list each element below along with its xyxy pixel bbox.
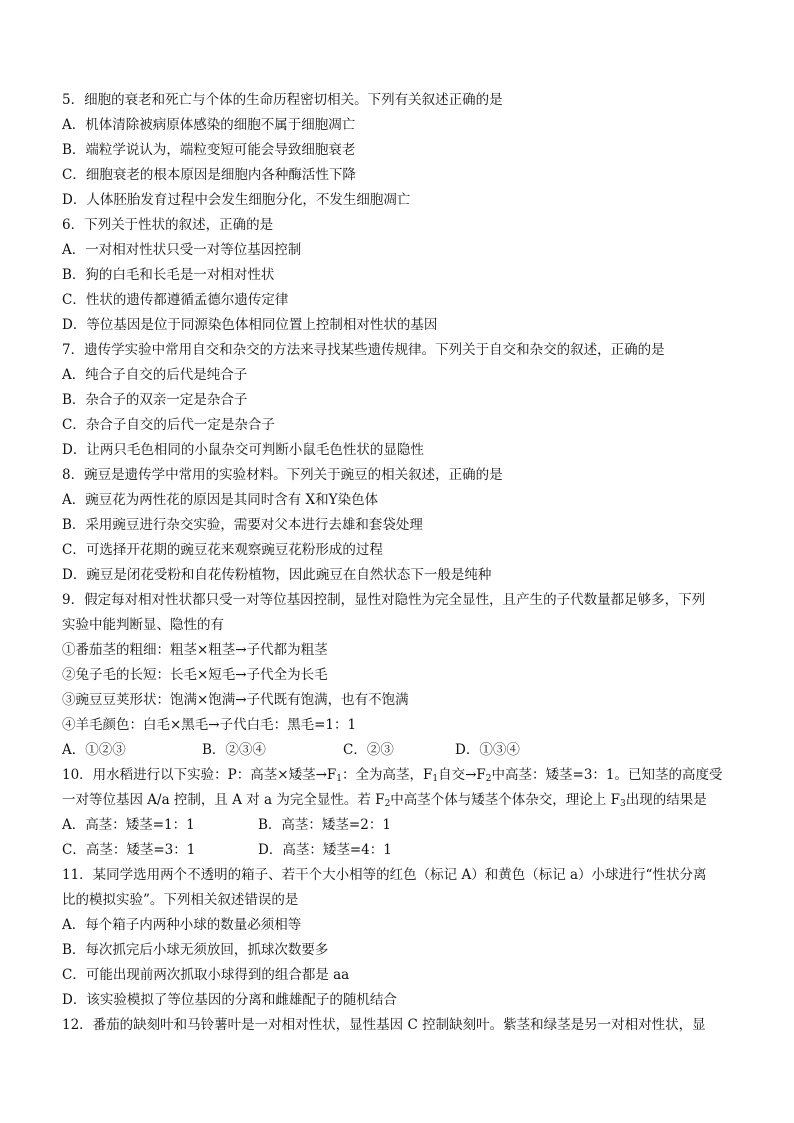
q9-item-4: ④羊毛颜色：白毛×黑毛→子代白毛：黑毛=1：1 <box>62 717 357 733</box>
q9-stem-line2: 实验中能判断显、隐性的有 <box>62 617 224 633</box>
q10-option-a: A．高茎：矮茎=1：1 <box>62 817 195 833</box>
q6-option-c: C．性状的遗传都遵循孟德尔遗传定律 <box>62 292 289 308</box>
q6-option-a: A．一对相对性状只受一对等位基因控制 <box>62 242 302 258</box>
q10-text: 自交→F <box>438 767 486 783</box>
q5-option-c: C．细胞衰老的根本原因是细胞内各种酶活性下降 <box>62 167 356 183</box>
q8-stem: 8．豌豆是遗传学中常用的实验材料。下列关于豌豆的相关叙述，正确的是 <box>62 467 503 483</box>
q11-stem-line2: 比的模拟实验”。下列相关叙述错误的是 <box>62 892 299 908</box>
q6-option-d: D．等位基因是位于同源染色体相同位置上控制相对性状的基因 <box>62 317 438 333</box>
q10-text: 中高茎：矮茎=3：1。已知茎的高度受 <box>491 767 723 783</box>
q10-options-row-1 <box>62 813 742 838</box>
q9-item-2: ②兔子毛的长短：长毛×短毛→子代全为长毛 <box>62 667 328 683</box>
q7-option-b: B．杂合子的双亲一定是杂合子 <box>62 392 248 408</box>
question-list <box>62 88 742 1038</box>
q7-stem: 7．遗传学实验中常用自交和杂交的方法来寻找某些遗传规律。下列关于自交和杂交的叙述，正确的是 <box>62 342 665 358</box>
q5-option-a: A．机体清除被病原体感染的细胞不属于细胞凋亡 <box>62 117 356 133</box>
q9-item-3: ③豌豆豆荚形状：饱满×饱满→子代既有饱满，也有不饱满 <box>62 692 409 708</box>
q7-option-c: C．杂合子自交的后代一定是杂合子 <box>62 417 275 433</box>
q8-option-b: B．采用豌豆进行杂交实验，需要对父本进行去雄和套袋处理 <box>62 517 423 533</box>
q7-option-a: A．纯合子自交的后代是纯合子 <box>62 367 248 383</box>
q10-option-b: B．高茎：矮茎=2：1 <box>258 817 391 833</box>
q10-text: 一对等位基因 A/a 控制，且 A 对 a 为完全显性。若 F <box>62 792 385 808</box>
q9-stem-line1: 9．假定每对相对性状都只受一对等位基因控制，显性对隐性为完全显性，且产生的子代数量都足够多，下列 <box>62 592 706 608</box>
q5-option-b: B．端粒学说认为，端粒变短可能会导致细胞衰老 <box>62 142 356 158</box>
q8-option-d: D．豌豆是闭花受粉和自花传粉植物，因此豌豆在自然状态下一般是纯种 <box>62 567 492 583</box>
q9-option-c: C．②③ <box>343 742 394 758</box>
q10-text: ：全为高茎，F <box>342 767 433 783</box>
q10-subscript: 1 <box>336 774 342 784</box>
q8-option-a: A．豌豆花为两性花的原因是其同时含有 X和Y染色体 <box>62 492 379 508</box>
q9-option-b: B．②③④ <box>202 742 266 758</box>
q9-option-a: A．①②③ <box>62 742 126 758</box>
q5-stem: 5．细胞的衰老和死亡与个体的生命历程密切相关。下列有关叙述正确的是 <box>62 92 503 108</box>
q10-subscript: 2 <box>485 774 492 784</box>
q10-options-row-2 <box>62 838 742 863</box>
q12-stem-line1: 12．番茄的缺刻叶和马铃薯叶是一对相对性状，显性基因 C 控制缺刻叶。紫茎和绿茎是另一对相对性状，显 <box>62 1017 706 1033</box>
q6-option-b: B．狗的白毛和长毛是一对相对性状 <box>62 267 275 283</box>
q10-stem-line2 <box>62 788 742 813</box>
q9-item-1: ①番茄茎的粗细：粗茎×粗茎→子代都为粗茎 <box>62 642 328 658</box>
q11-option-c: C．可能出现前两次抓取小球得到的组合都是 aa <box>62 967 350 983</box>
q10-text: 出现的结果是 <box>625 792 707 808</box>
q9-option-d: D．①③④ <box>455 742 520 758</box>
q10-option-c: C．高茎：矮茎=3：1 <box>62 842 196 858</box>
q10-subscript: 2 <box>384 799 391 809</box>
q10-subscript: 3 <box>619 799 626 809</box>
q11-stem-line1: 11．某同学选用两个不透明的箱子、若干个大小相等的红色（标记 A）和黄色（标记 a）小球进行“性状分离 <box>62 867 707 883</box>
q10-text: 中高茎个体与矮茎个体杂交，理论上 F <box>390 792 620 808</box>
q11-option-a: A．每个箱子内两种小球的数量必须相等 <box>62 917 302 933</box>
q8-option-c: C．可选择开花期的豌豆花来观察豌豆花粉形成的过程 <box>62 542 383 558</box>
q11-option-b: B．每次抓完后小球无须放回，抓球次数要多 <box>62 942 329 958</box>
q10-option-d: D．高茎：矮茎=4：1 <box>258 842 392 858</box>
q7-option-d: D．让两只毛色相同的小鼠杂交可判断小鼠毛色性状的显隐性 <box>62 442 424 458</box>
q6-stem: 6．下列关于性状的叙述，正确的是 <box>62 217 274 233</box>
q9-options-row <box>62 738 742 763</box>
q11-option-d: D．该实验模拟了等位基因的分离和雌雄配子的随机结合 <box>62 992 397 1008</box>
q10-text: 10．用水稻进行以下实验：P：高茎×矮茎→F <box>62 767 337 783</box>
q10-subscript: 1 <box>432 774 439 784</box>
q5-option-d: D．人体胚胎发育过程中会发生细胞分化，不发生细胞凋亡 <box>62 192 411 208</box>
q10-stem-line1 <box>62 763 742 788</box>
